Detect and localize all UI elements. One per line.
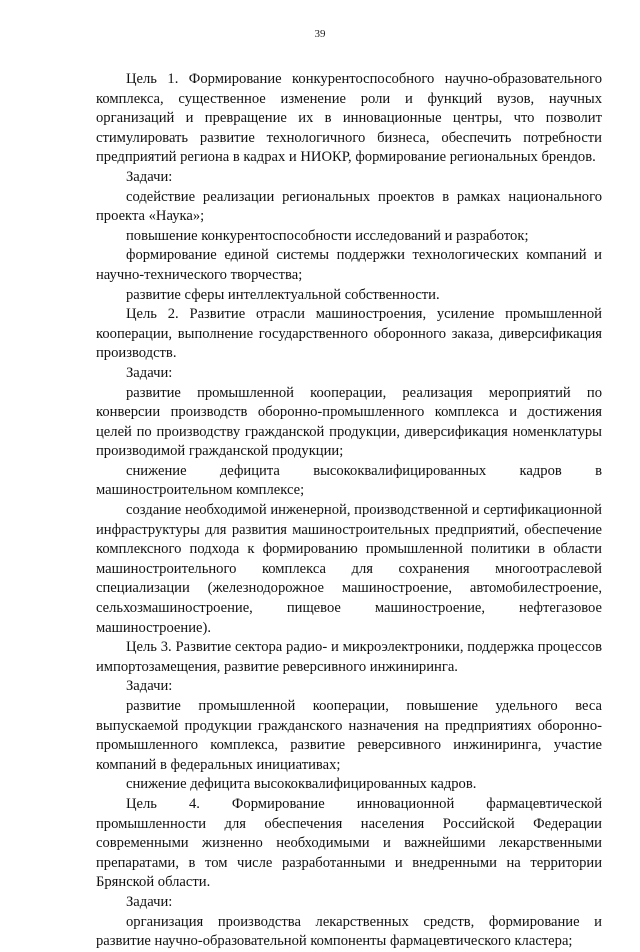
task-item: снижение дефицита высококвалифицированных кадров. — [126, 776, 477, 793]
tasks-heading: Задачи: — [126, 168, 173, 185]
task-item: снижение дефицита высококвалифицированных кадров в машиностроительном комплексе; — [96, 462, 602, 499]
goal-1-paragraph: Цель 1. Формирование конкурентоспособного научно-образовательного комплекса, существенное изменение роли и функций вузов, научных организаций и превращение их в инновационные центры, что позволит стимулировать развитие технологичного бизнеса, обеспечить потребности предприятий региона в кадрах и НИОКР, формирование региональных брендов. — [96, 71, 602, 166]
page-number: 39 — [314, 28, 326, 40]
tasks-heading: Задачи: — [126, 364, 173, 381]
task-item: содействие реализации региональных проектов в рамках национального проекта «Наука»; — [96, 188, 602, 225]
task-item: развитие промышленной кооперации, реализация мероприятий по конверсии производств оборонно-промышленного комплекса и достижения целей по производству гражданской продукции, диверсификация номенклатуры производимой гражданской продукции; — [96, 384, 602, 460]
goal-2-paragraph: Цель 2. Развитие отрасли машиностроения, усиление промышленной кооперации, выполнение государственного оборонного заказа, диверсификация производств. — [96, 306, 602, 362]
tasks-heading: Задачи: — [126, 893, 173, 910]
task-item: повышение конкурентоспособности исследований и разработок; — [126, 227, 529, 244]
goal-4-paragraph: Цель 4. Формирование инновационной фармацевтической промышленности для обеспечения населения Российской Федерации современными жизненно необходимыми и важнейшими лекарственными препаратами, в том числе разработанными и внедренными на территории Брянской области. — [96, 795, 602, 891]
goal-3-paragraph: Цель 3. Развитие сектора радио- и микроэлектроники, поддержка процессов импортозамещения, развитие реверсивного инжиниринга. — [96, 639, 602, 675]
task-item: развитие сферы интеллектуальной собственности. — [126, 286, 440, 303]
task-item: формирование единой системы поддержки технологических компаний и научно-технического творчества; — [96, 247, 602, 283]
task-item: организация производства лекарственных средств, формирование и развитие научно-образовательной компоненты фармацевтического кластера; — [96, 913, 602, 950]
task-item: развитие промышленной кооперации, повышение удельного веса выпускаемой продукции гражданского назначения на предприятиях оборонно-промышленного комплекса, развитие реверсивного инжиниринга, участие компаний в федеральных инициативах; — [96, 698, 602, 773]
document-body — [96, 70, 602, 952]
tasks-heading: Задачи: — [126, 678, 173, 695]
task-item: создание необходимой инженерной, производственной и сертификационной инфраструктуры для развития машиностроительных предприятий, обеспечение комплексного подхода к формированию промышленной политики в области машиностроительного комплекса для сохранения многоотраслевой специализации (железнодорожное машиностроение, автомобилестроение, сельхозмашиностроение, пищевое машиностроение, нефтегазовое машиностроение). — [96, 502, 602, 636]
